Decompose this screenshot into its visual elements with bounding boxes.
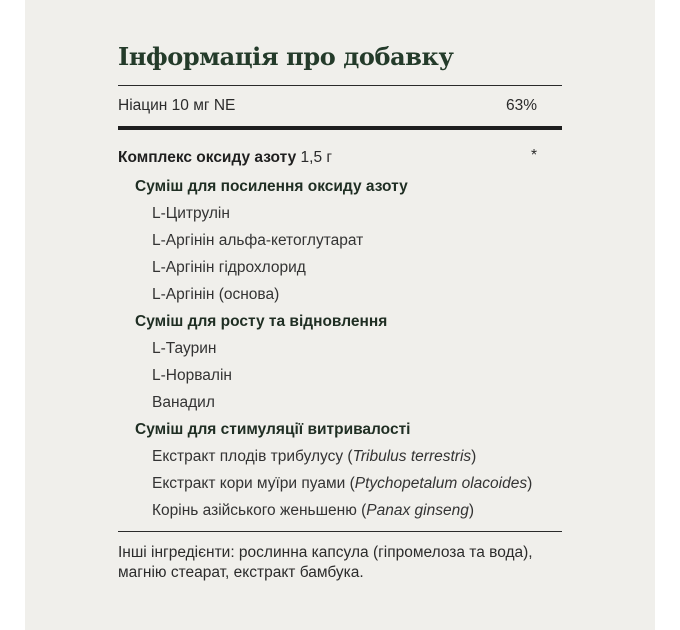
ingredient-item: L-Аргінін гідрохлорид	[152, 259, 306, 276]
complex-dv-mark: *	[530, 147, 537, 164]
ingredient-latin-name: Ptychopetalum olacoides	[354, 475, 528, 492]
ingredient-item: Ванадил	[152, 394, 215, 411]
blend-name: Суміш для посилення оксиду азоту	[135, 178, 408, 195]
ingredient-label: Екстракт кори муїри пуами (	[152, 475, 355, 492]
ingredient-item: L-Цитрулін	[152, 205, 230, 222]
complex-amount: 1,5 г	[296, 149, 333, 166]
complex-name: Комплекс оксиду азоту	[118, 149, 297, 166]
ingredient-latin-name: Tribulus terrestris	[352, 448, 472, 465]
ingredient-item	[152, 447, 476, 467]
ingredient-item: L-Норвалін	[152, 367, 232, 384]
footer-divider	[118, 531, 562, 532]
ingredient-item: L-Аргінін альфа-кетоглутарат	[152, 232, 364, 249]
blend-name: Суміш для росту та відновлення	[135, 313, 388, 330]
section-divider-thick	[118, 126, 562, 130]
ingredient-item	[152, 474, 532, 494]
niacin-daily-value: 63%	[505, 97, 537, 114]
title-divider	[118, 85, 562, 86]
niacin-name: Ніацин 10 мг NE	[118, 97, 236, 114]
ingredient-item: L-Аргінін (основа)	[152, 286, 280, 303]
ingredient-label-tail: )	[527, 475, 533, 492]
other-ingredients: Інші інгредієнти: рослинна капсула (гіпромелоза та вода), магнію стеарат, екстракт бамбука.	[118, 544, 533, 581]
ingredient-label: Корінь азійського женьшеню (	[152, 502, 367, 519]
ingredient-item	[152, 501, 474, 521]
ingredient-label-tail: )	[468, 502, 475, 519]
panel-title: Інформація про добавку	[118, 42, 454, 71]
blend-name: Суміш для стимуляції витривалості	[135, 421, 411, 438]
complex-row	[118, 148, 332, 168]
ingredient-latin-name: Panax ginseng	[366, 502, 469, 519]
supplement-facts-panel	[25, 0, 655, 630]
ingredient-label-tail: )	[471, 448, 477, 465]
ingredient-label: Екстракт плодів трибулусу (	[152, 448, 353, 465]
ingredient-item: L-Таурин	[152, 340, 217, 357]
